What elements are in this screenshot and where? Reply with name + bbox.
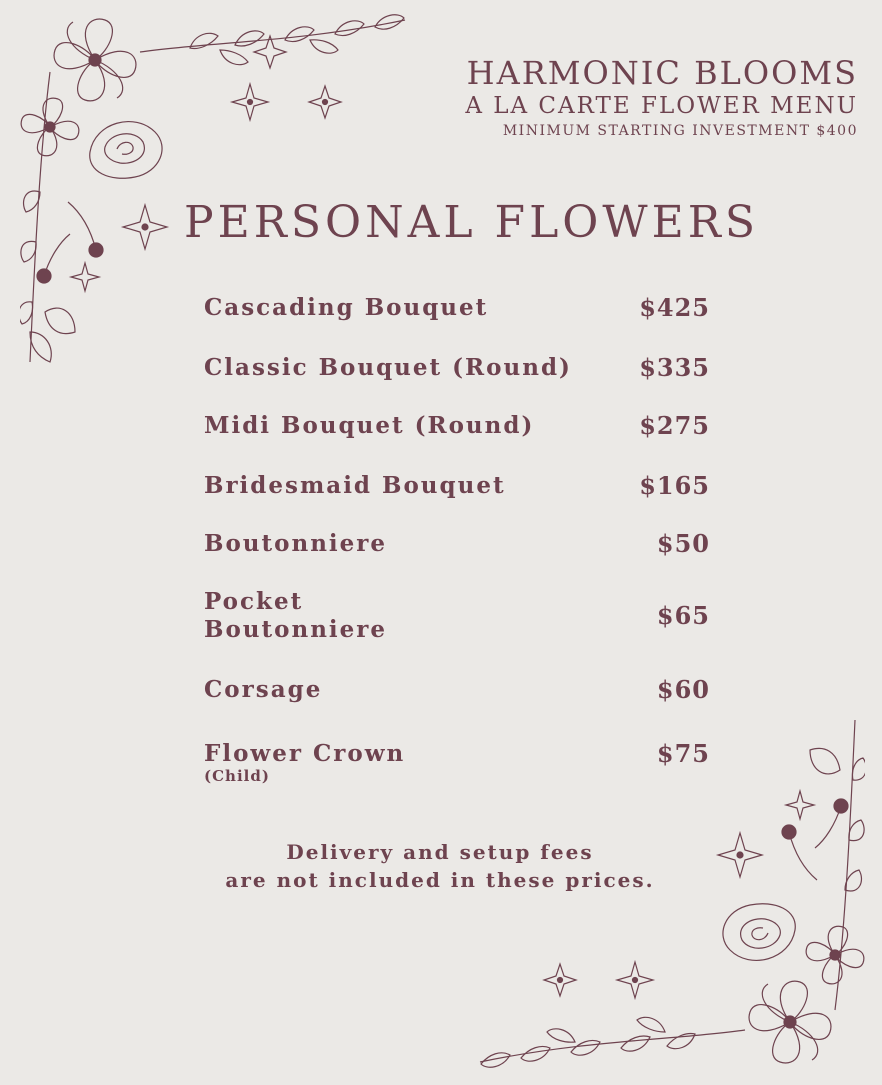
item-price: $75 bbox=[656, 739, 710, 768]
item-price: $50 bbox=[656, 529, 710, 558]
brand-name: HARMONIC BLOOMS bbox=[466, 54, 858, 92]
item-name: Pocket Boutonniere bbox=[204, 588, 388, 643]
footnote-line-1: Delivery and setup fees bbox=[286, 840, 594, 864]
item-price: $425 bbox=[639, 293, 710, 322]
item-name: Boutonniere bbox=[204, 530, 388, 557]
footnote bbox=[160, 838, 720, 894]
menu-subtitle: A LA CARTE FLOWER MENU bbox=[465, 93, 858, 119]
footnote-line-2: are not included in these prices. bbox=[225, 868, 655, 892]
item-price: $65 bbox=[656, 601, 710, 630]
item-name-text: Flower Crown bbox=[204, 740, 406, 767]
item-name: Bridesmaid Bouquet bbox=[204, 472, 506, 499]
section-title: PERSONAL FLOWERS bbox=[184, 197, 759, 248]
header bbox=[378, 54, 858, 142]
item-name: Cascading Bouquet bbox=[204, 294, 489, 321]
item-name: Classic Bouquet (Round) bbox=[204, 354, 572, 381]
minimum-investment: MINIMUM STARTING INVESTMENT $400 bbox=[502, 123, 858, 139]
item-name: Midi Bouquet (Round) bbox=[204, 412, 535, 439]
item-price: $60 bbox=[656, 675, 710, 704]
item-name: Corsage bbox=[204, 676, 323, 703]
item-price: $165 bbox=[639, 471, 710, 500]
item-price: $335 bbox=[639, 353, 710, 382]
item-name bbox=[204, 740, 574, 784]
item-price: $275 bbox=[639, 411, 710, 440]
item-note: (Child) bbox=[204, 767, 270, 785]
